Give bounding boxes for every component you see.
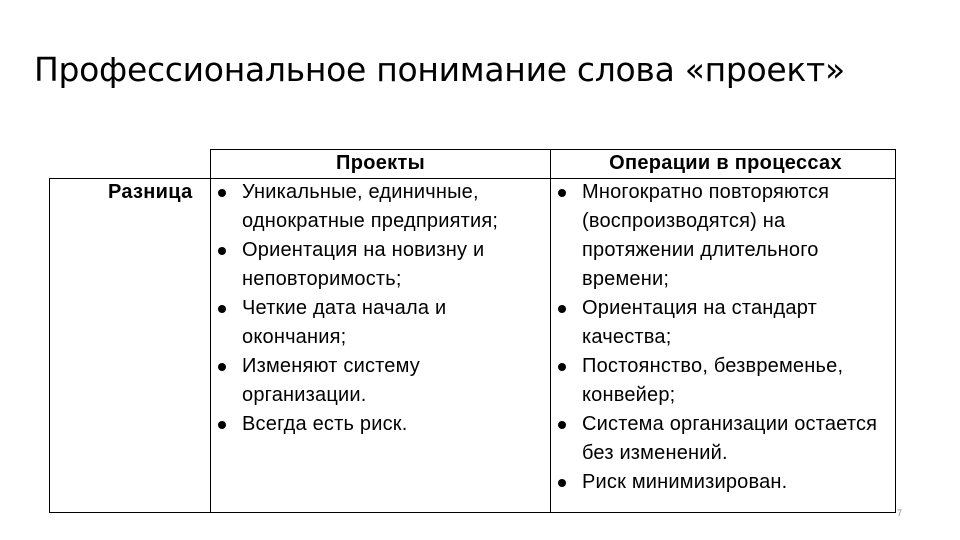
list-item (214, 352, 548, 410)
list-item (554, 178, 892, 294)
page-number: 7 (897, 508, 903, 518)
list-item (554, 410, 892, 468)
bullet-icon (218, 305, 226, 313)
list-item-text: Риск минимизирован. (582, 471, 788, 493)
list-item-text: Ориентация на стандарт качества; (582, 297, 817, 348)
list-item (214, 178, 548, 236)
slide-title: Профессиональное понимание слова «проект» (34, 50, 845, 89)
projects-list (214, 178, 548, 439)
list-item-text: Система организации остается без изменений. (582, 413, 878, 464)
list-item-text: Всегда есть риск. (242, 413, 408, 435)
list-item-text: Четкие дата начала и окончания; (242, 297, 447, 348)
table-col-divider-2 (550, 149, 551, 513)
list-item-text: Изменяют систему организации. (242, 355, 420, 406)
operations-list (554, 178, 892, 497)
bullet-icon (558, 189, 566, 197)
list-item (214, 294, 548, 352)
bullet-icon (218, 363, 226, 371)
list-item-text: Уникальные, единичные, однократные предприятия; (242, 181, 499, 232)
list-item (554, 352, 892, 410)
list-item (214, 410, 548, 439)
bullet-icon (558, 363, 566, 371)
bullet-icon (218, 421, 226, 429)
row-label: Разница (108, 181, 193, 203)
list-item-text: Многократно повторяются (воспроизводятся) на протяжении длительного времени; (582, 181, 830, 290)
list-item-text: Постоянство, безвременье, конвейер; (582, 355, 844, 406)
bullet-icon (218, 189, 226, 197)
list-item (554, 294, 892, 352)
table-right-border (895, 149, 896, 513)
column-header-operations: Операции в процессах (609, 152, 842, 174)
bullet-icon (218, 247, 226, 255)
bullet-icon (558, 305, 566, 313)
list-item (214, 236, 548, 294)
table-left-border (49, 178, 50, 513)
table-bottom-border (49, 512, 896, 513)
list-item-text: Ориентация на новизну и неповторимость; (242, 239, 485, 290)
bullet-icon (558, 421, 566, 429)
column-header-projects: Проекты (336, 152, 425, 174)
list-item (554, 468, 892, 497)
bullet-icon (558, 479, 566, 487)
table-col-divider-1 (210, 149, 211, 513)
